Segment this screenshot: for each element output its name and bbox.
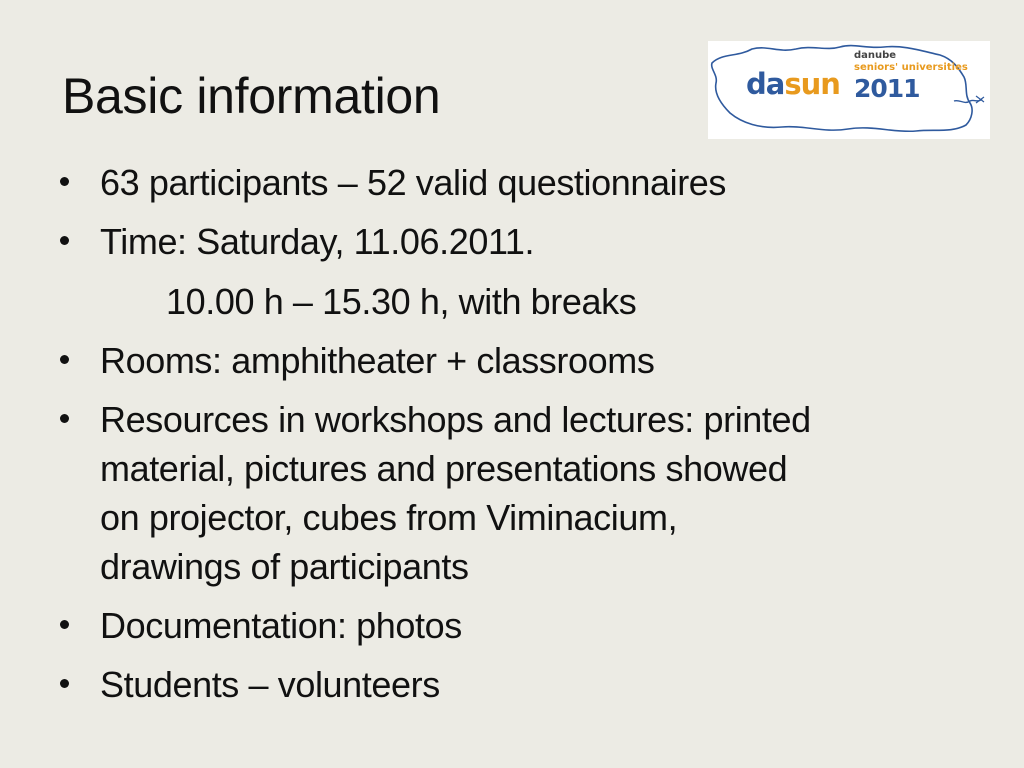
bullet-subline: 10.00 h – 15.30 h, with breaks	[166, 281, 637, 322]
bullet-text: Time: Saturday, 11.06.2011.	[100, 221, 535, 262]
bullet-text: Rooms: amphitheater + classrooms	[100, 340, 655, 381]
logo-line-danube: danube	[854, 50, 897, 61]
bullet-item	[60, 601, 980, 650]
bullet-text: 63 participants – 52 valid questionnaires	[100, 162, 727, 203]
logo-word-sun: sun	[784, 67, 840, 101]
slide-title: Basic information	[62, 68, 441, 124]
bullet-text: Documentation: photos	[100, 605, 462, 646]
logo-word-da: da	[746, 67, 785, 101]
logo-line-seniors: seniors' universities	[854, 62, 968, 73]
bullet-text: drawings of participants	[100, 546, 469, 587]
bullet-item	[60, 336, 980, 385]
bullet-text: on projector, cubes from Viminacium,	[100, 497, 678, 538]
bullet-dot-icon	[60, 620, 69, 629]
bullet-dot-icon	[60, 355, 69, 364]
logo-year: 2011	[854, 74, 920, 103]
bullet-text: Students – volunteers	[100, 664, 440, 705]
bullet-text: material, pictures and presentations showed	[100, 448, 788, 489]
bullet-dot-icon	[60, 236, 69, 245]
logo-wordmark	[746, 67, 840, 101]
bullet-text: Resources in workshops and lectures: printed	[100, 399, 811, 440]
bullet-dot-icon	[60, 679, 69, 688]
bullet-item	[60, 660, 980, 709]
bullet-item	[60, 217, 980, 326]
dasun-logo	[708, 41, 990, 139]
bullet-dot-icon	[60, 177, 69, 186]
bullet-item	[60, 158, 980, 207]
bullet-list	[60, 158, 980, 709]
bullet-dot-icon	[60, 414, 69, 423]
bullet-item	[60, 395, 980, 591]
